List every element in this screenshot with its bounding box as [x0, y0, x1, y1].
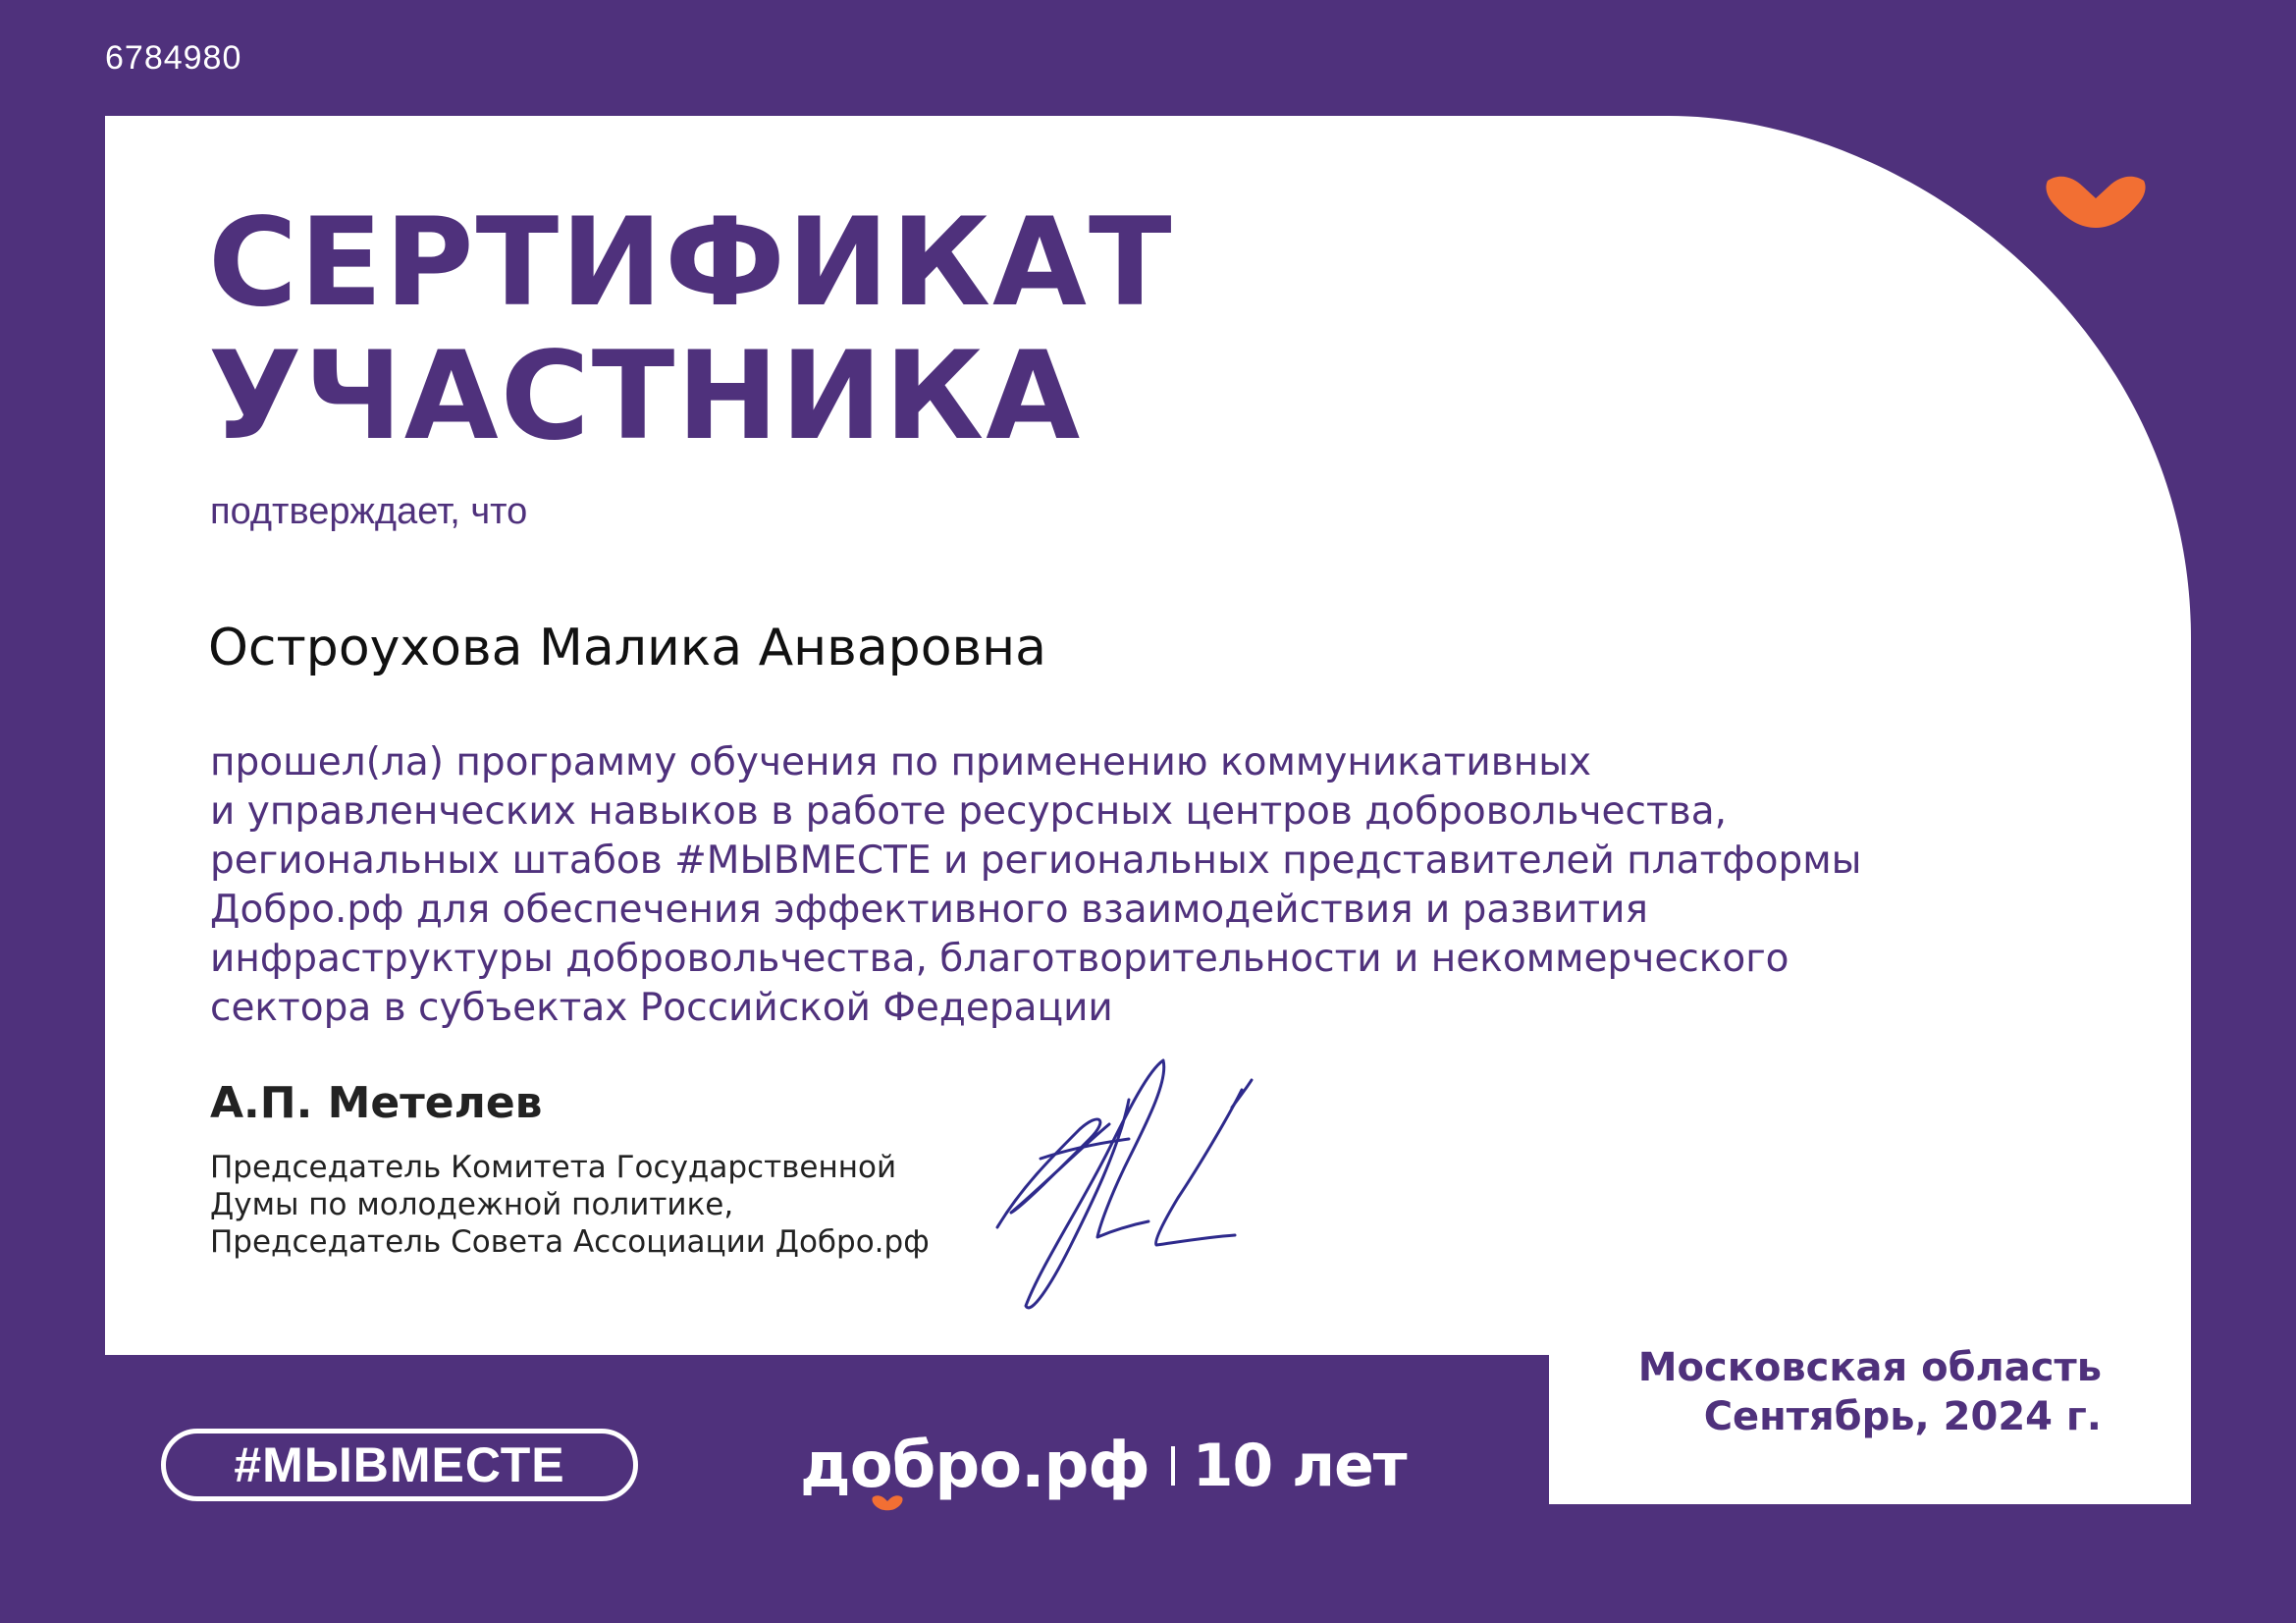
handwritten-signature: [982, 1041, 1315, 1325]
brand-years: 10 лет: [1192, 1432, 1407, 1500]
brand-logo: [800, 1422, 1407, 1510]
signer-position-line: Председатель Совета Ассоциации Добро.рф: [210, 1224, 930, 1260]
participant-name: Остроухова Малика Анваровна: [208, 619, 1047, 677]
title-line-1: СЕРТИФИКАТ: [208, 192, 1174, 334]
signer-position-line: Председатель Комитета Государственной: [210, 1150, 897, 1185]
brand-name: [800, 1430, 1149, 1502]
brand-separator: [1171, 1446, 1175, 1486]
description-line: и управленческих навыков в работе ресурсных центров добровольчества,: [210, 789, 1727, 834]
hashtag-badge: #МЫВМЕСТЕ: [161, 1429, 638, 1501]
place-and-date: [1638, 1343, 2102, 1441]
program-description: [210, 738, 2075, 1033]
certificate-title: [208, 192, 1174, 467]
description-line: сектора в субъектах Российской Федерации: [210, 986, 1113, 1030]
certificate-number: 6784980: [105, 39, 242, 77]
description-line: прошел(ла) программу обучения по применению коммуникативных: [210, 740, 1592, 784]
brand-name-text: добро.рф: [800, 1430, 1149, 1502]
description-line: региональных штабов #МЫВМЕСТЕ и региональных представителей платформы: [210, 839, 1862, 883]
confirms-text: подтверждает, что: [210, 491, 528, 532]
signer-position-line: Думы по молодежной политике,: [210, 1187, 734, 1222]
signer-name: А.П. Метелев: [210, 1078, 543, 1128]
heart-logo-icon: [2044, 173, 2148, 232]
smile-icon: [871, 1494, 904, 1512]
description-line: Добро.рф для обеспечения эффективного взаимодействия и развития: [210, 888, 1648, 932]
signer-position: [210, 1149, 930, 1261]
title-line-2: УЧАСТНИКА: [208, 326, 1083, 467]
issue-date: Сентябрь, 2024 г.: [1703, 1394, 2102, 1439]
place: Московская область: [1637, 1345, 2102, 1390]
description-line: инфраструктуры добровольчества, благотворительности и некоммерческого: [210, 937, 1789, 981]
